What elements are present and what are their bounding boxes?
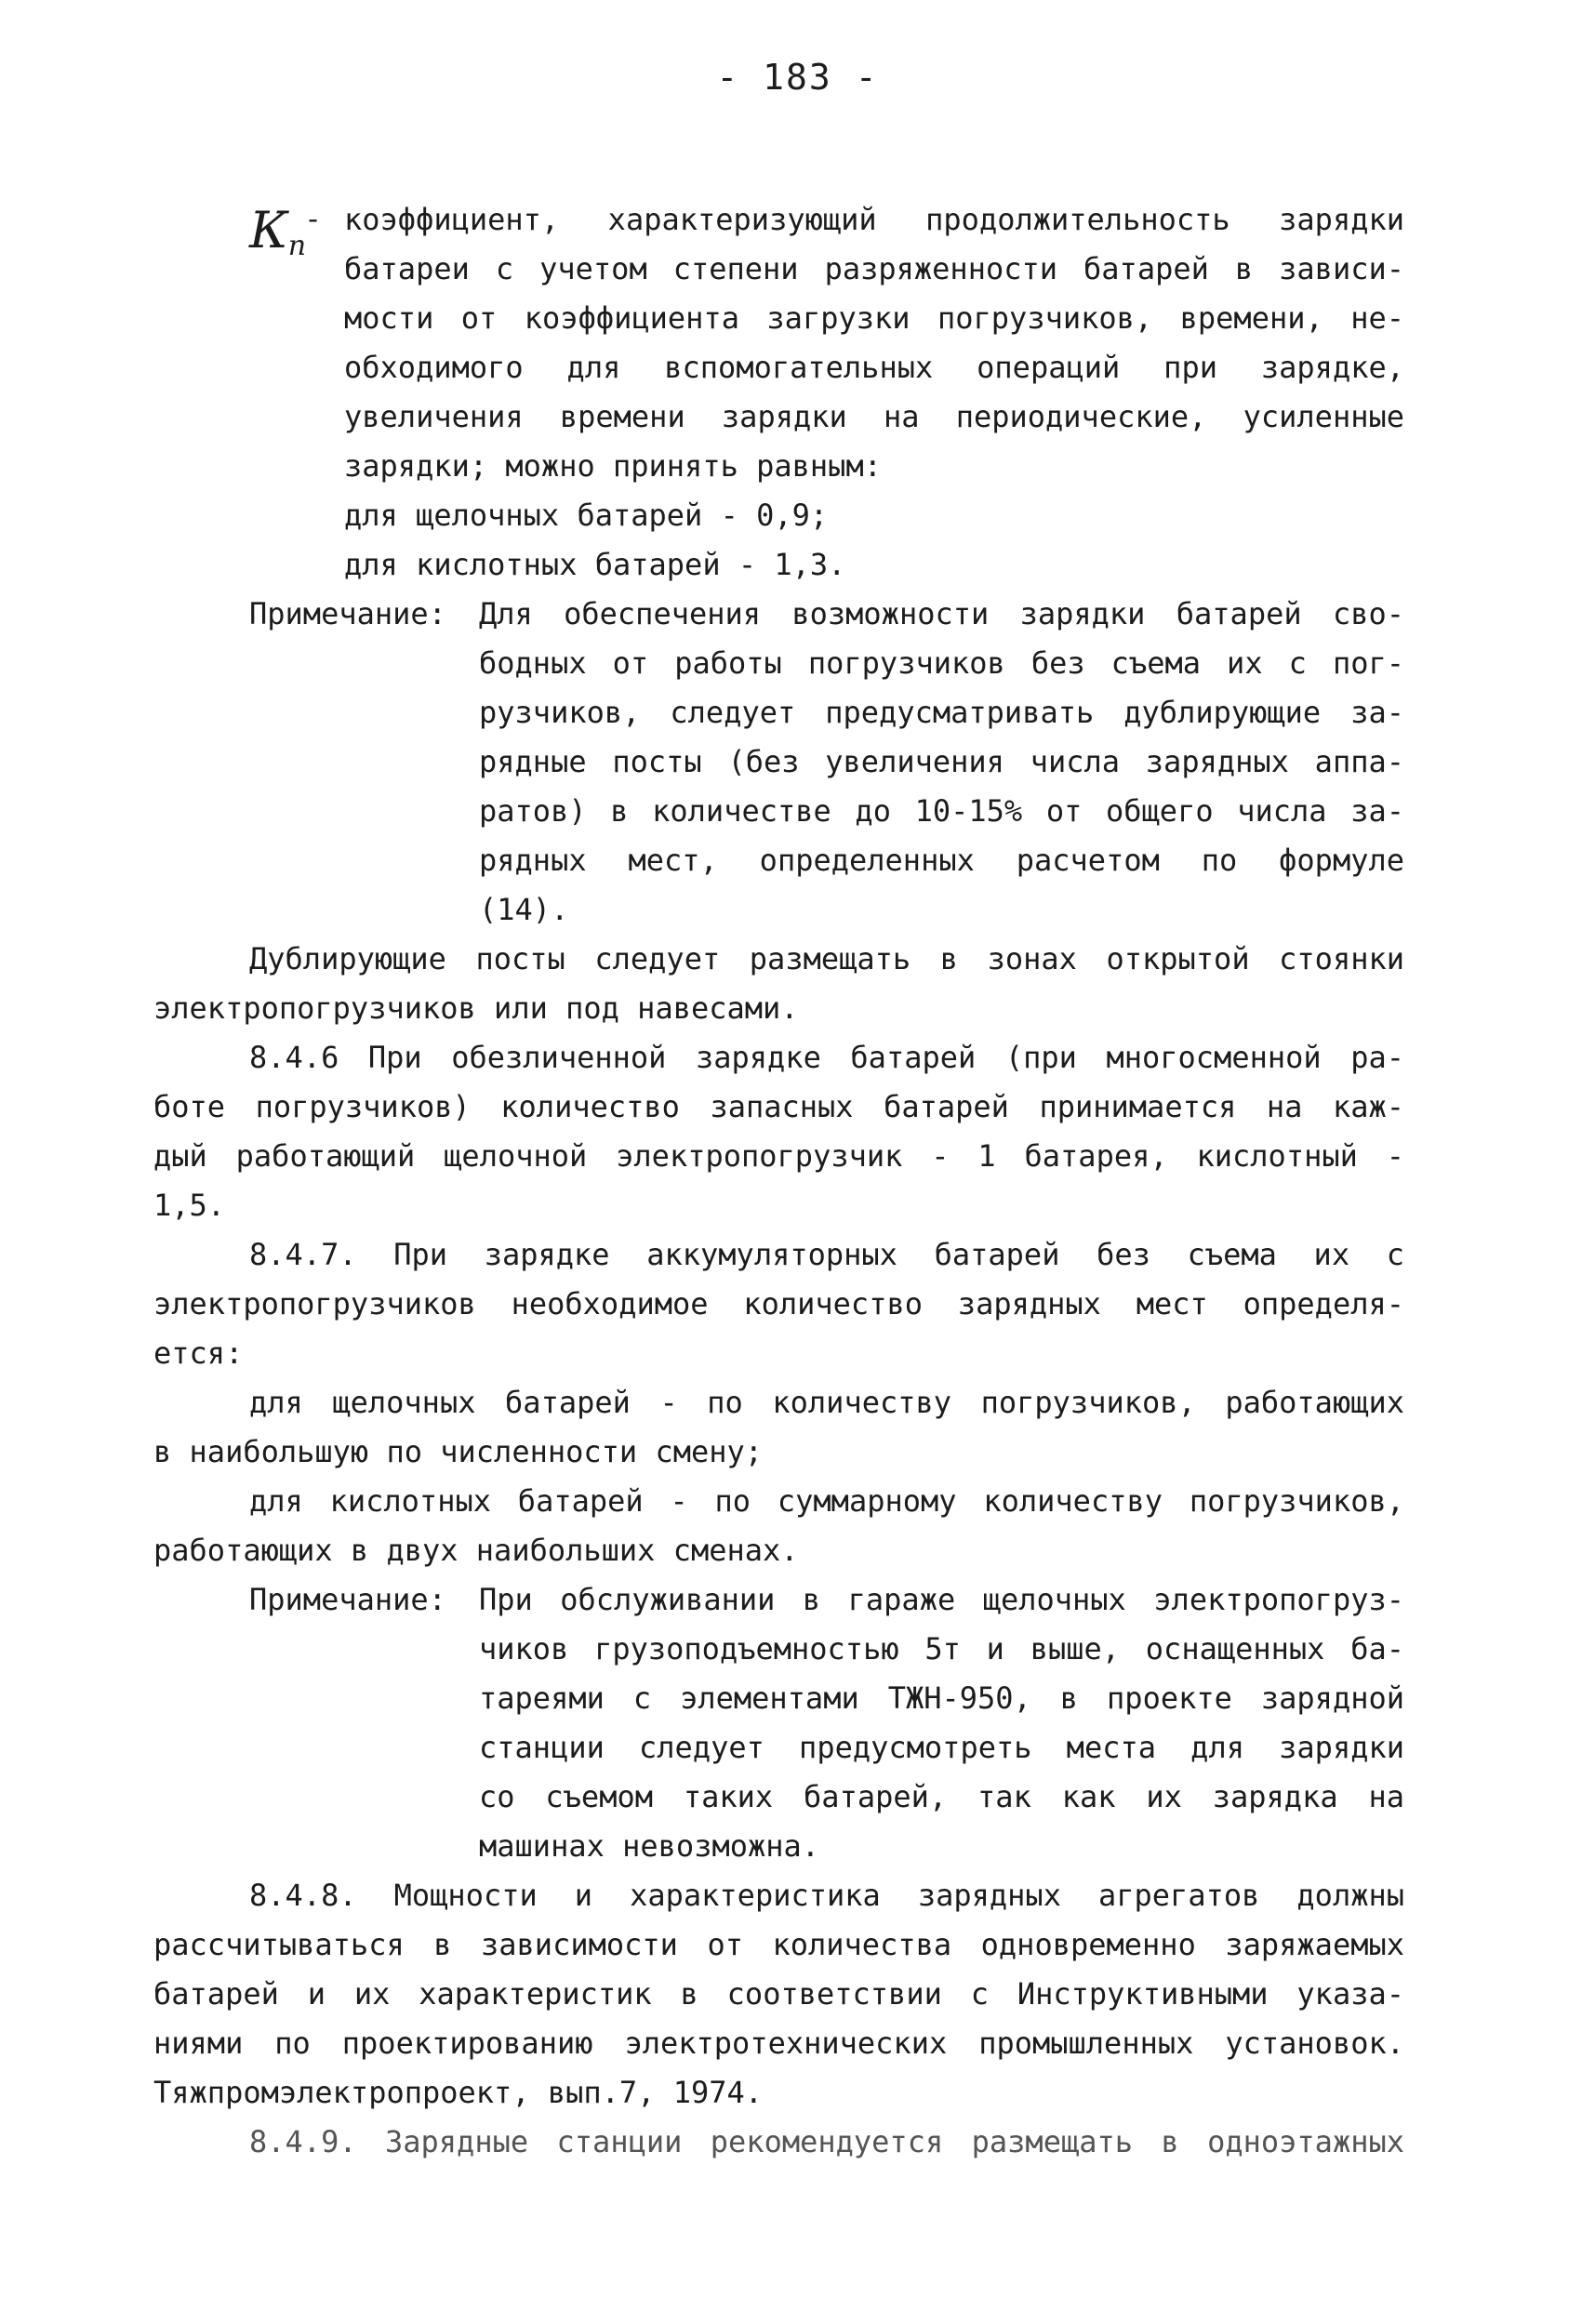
clause-8-4-7-line: электропогрузчиков необходимое количество зарядных мест определя- — [153, 1286, 1404, 1321]
kp-value-alkaline: для щелочных батарей - 0,9; — [344, 498, 829, 533]
kp-symbol — [249, 191, 318, 274]
note-line: При обслуживании в гараже щелочных электропогруз- — [479, 1582, 1404, 1617]
note-line: станции следует предусмотреть места для зарядки — [479, 1730, 1404, 1765]
note-line: тареями с элементами ТЖН-950, в проекте зарядной — [479, 1680, 1404, 1716]
alkaline-rule-line: для щелочных батарей - по количеству погрузчиков, работающих — [249, 1385, 1404, 1420]
clause-8-4-6-line: боте погрузчиков) количество запасных батарей принимается на каж- — [153, 1089, 1404, 1124]
acid-rule-line: для кислотных батарей - по суммарному количеству погрузчиков, — [249, 1483, 1404, 1519]
note-line: чиков грузоподъемностью 5т и выше, оснащенных ба- — [479, 1631, 1404, 1667]
note-line: (14). — [479, 892, 569, 927]
acid-rule-line: работающих в двух наибольших сменах. — [153, 1533, 799, 1568]
page-number: - 183 - — [716, 57, 879, 98]
note-line: Для обеспечения возможности зарядки батарей сво- — [479, 596, 1404, 631]
note-label: Примечание: — [249, 596, 446, 631]
clause-8-4-6-line: дый работающий щелочной электропогрузчик - 1 батарея, кислотный - — [153, 1138, 1404, 1174]
clause-8-4-6-line: 8.4.6 При обезличенной зарядке батарей (при многосменной ра- — [249, 1040, 1404, 1075]
note-line: бодных от работы погрузчиков без съема их с пог- — [479, 645, 1404, 681]
note-line: машинах невозможна. — [479, 1828, 820, 1864]
clause-8-4-7-line: ется: — [153, 1335, 244, 1371]
note-line: со съемом таких батарей, так как их зарядка на — [479, 1779, 1404, 1814]
kp-symbol-subscript: п — [287, 230, 307, 262]
kp-symbol-main: К — [249, 201, 288, 259]
note-line: рядных мест, определенных расчетом по формуле — [479, 843, 1404, 878]
kp-definition-line: увеличения времени зарядки на периодические, усиленные — [344, 399, 1404, 434]
clause-8-4-8-line: 8.4.8. Мощности и характеристика зарядных агрегатов должны — [249, 1878, 1404, 1913]
kp-definition-line: зарядки; можно принять равным: — [344, 448, 882, 484]
kp-definition-line: мости от коэффициента загрузки погрузчиков, времени, не- — [344, 300, 1404, 336]
kp-definition-line: коэффициент, характеризующий продолжительность зарядки — [344, 202, 1404, 237]
clause-8-4-9-line: 8.4.9. Зарядные станции рекомендуется размещать в одноэтажных — [249, 2124, 1404, 2159]
note-line: ратов) в количестве до 10-15% от общего числа за- — [479, 793, 1404, 829]
note-label: Примечание: — [249, 1582, 446, 1617]
note-line: рузчиков, следует предусматривать дублирующие за- — [479, 695, 1404, 730]
alkaline-rule-line: в наибольшую по численности смену; — [153, 1434, 764, 1469]
clause-8-4-8-line: ниями по проектированию электротехнических промышленных установок. — [153, 2025, 1404, 2061]
clause-8-4-8-line: Тяжпромэлектропроект, вып.7, 1974. — [153, 2075, 764, 2110]
note-line: рядные посты (без увеличения числа зарядных аппа- — [479, 744, 1404, 779]
kp-symbol-dash: - — [308, 201, 318, 236]
clause-8-4-8-line: рассчитываться в зависимости от количества одновременно заряжаемых — [153, 1927, 1404, 1962]
clause-8-4-8-line: батарей и их характеристик в соответствии с Инструктивными указа- — [153, 1976, 1404, 2012]
clause-8-4-6-line: 1,5. — [153, 1188, 226, 1223]
kp-definition-line: батареи с учетом степени разряженности батарей в зависи- — [344, 251, 1404, 286]
clause-8-4-7-line: 8.4.7. При зарядке аккумуляторных батарей без съема их с — [249, 1237, 1404, 1272]
paragraph-line: электропогрузчиков или под навесами. — [153, 990, 799, 1026]
paragraph-line: Дублирующие посты следует размещать в зонах открытой стоянки — [249, 941, 1404, 976]
kp-value-acid: для кислотных батарей - 1,3. — [344, 547, 846, 582]
kp-definition-line: обходимого для вспомогательных операций при зарядке, — [344, 350, 1404, 385]
